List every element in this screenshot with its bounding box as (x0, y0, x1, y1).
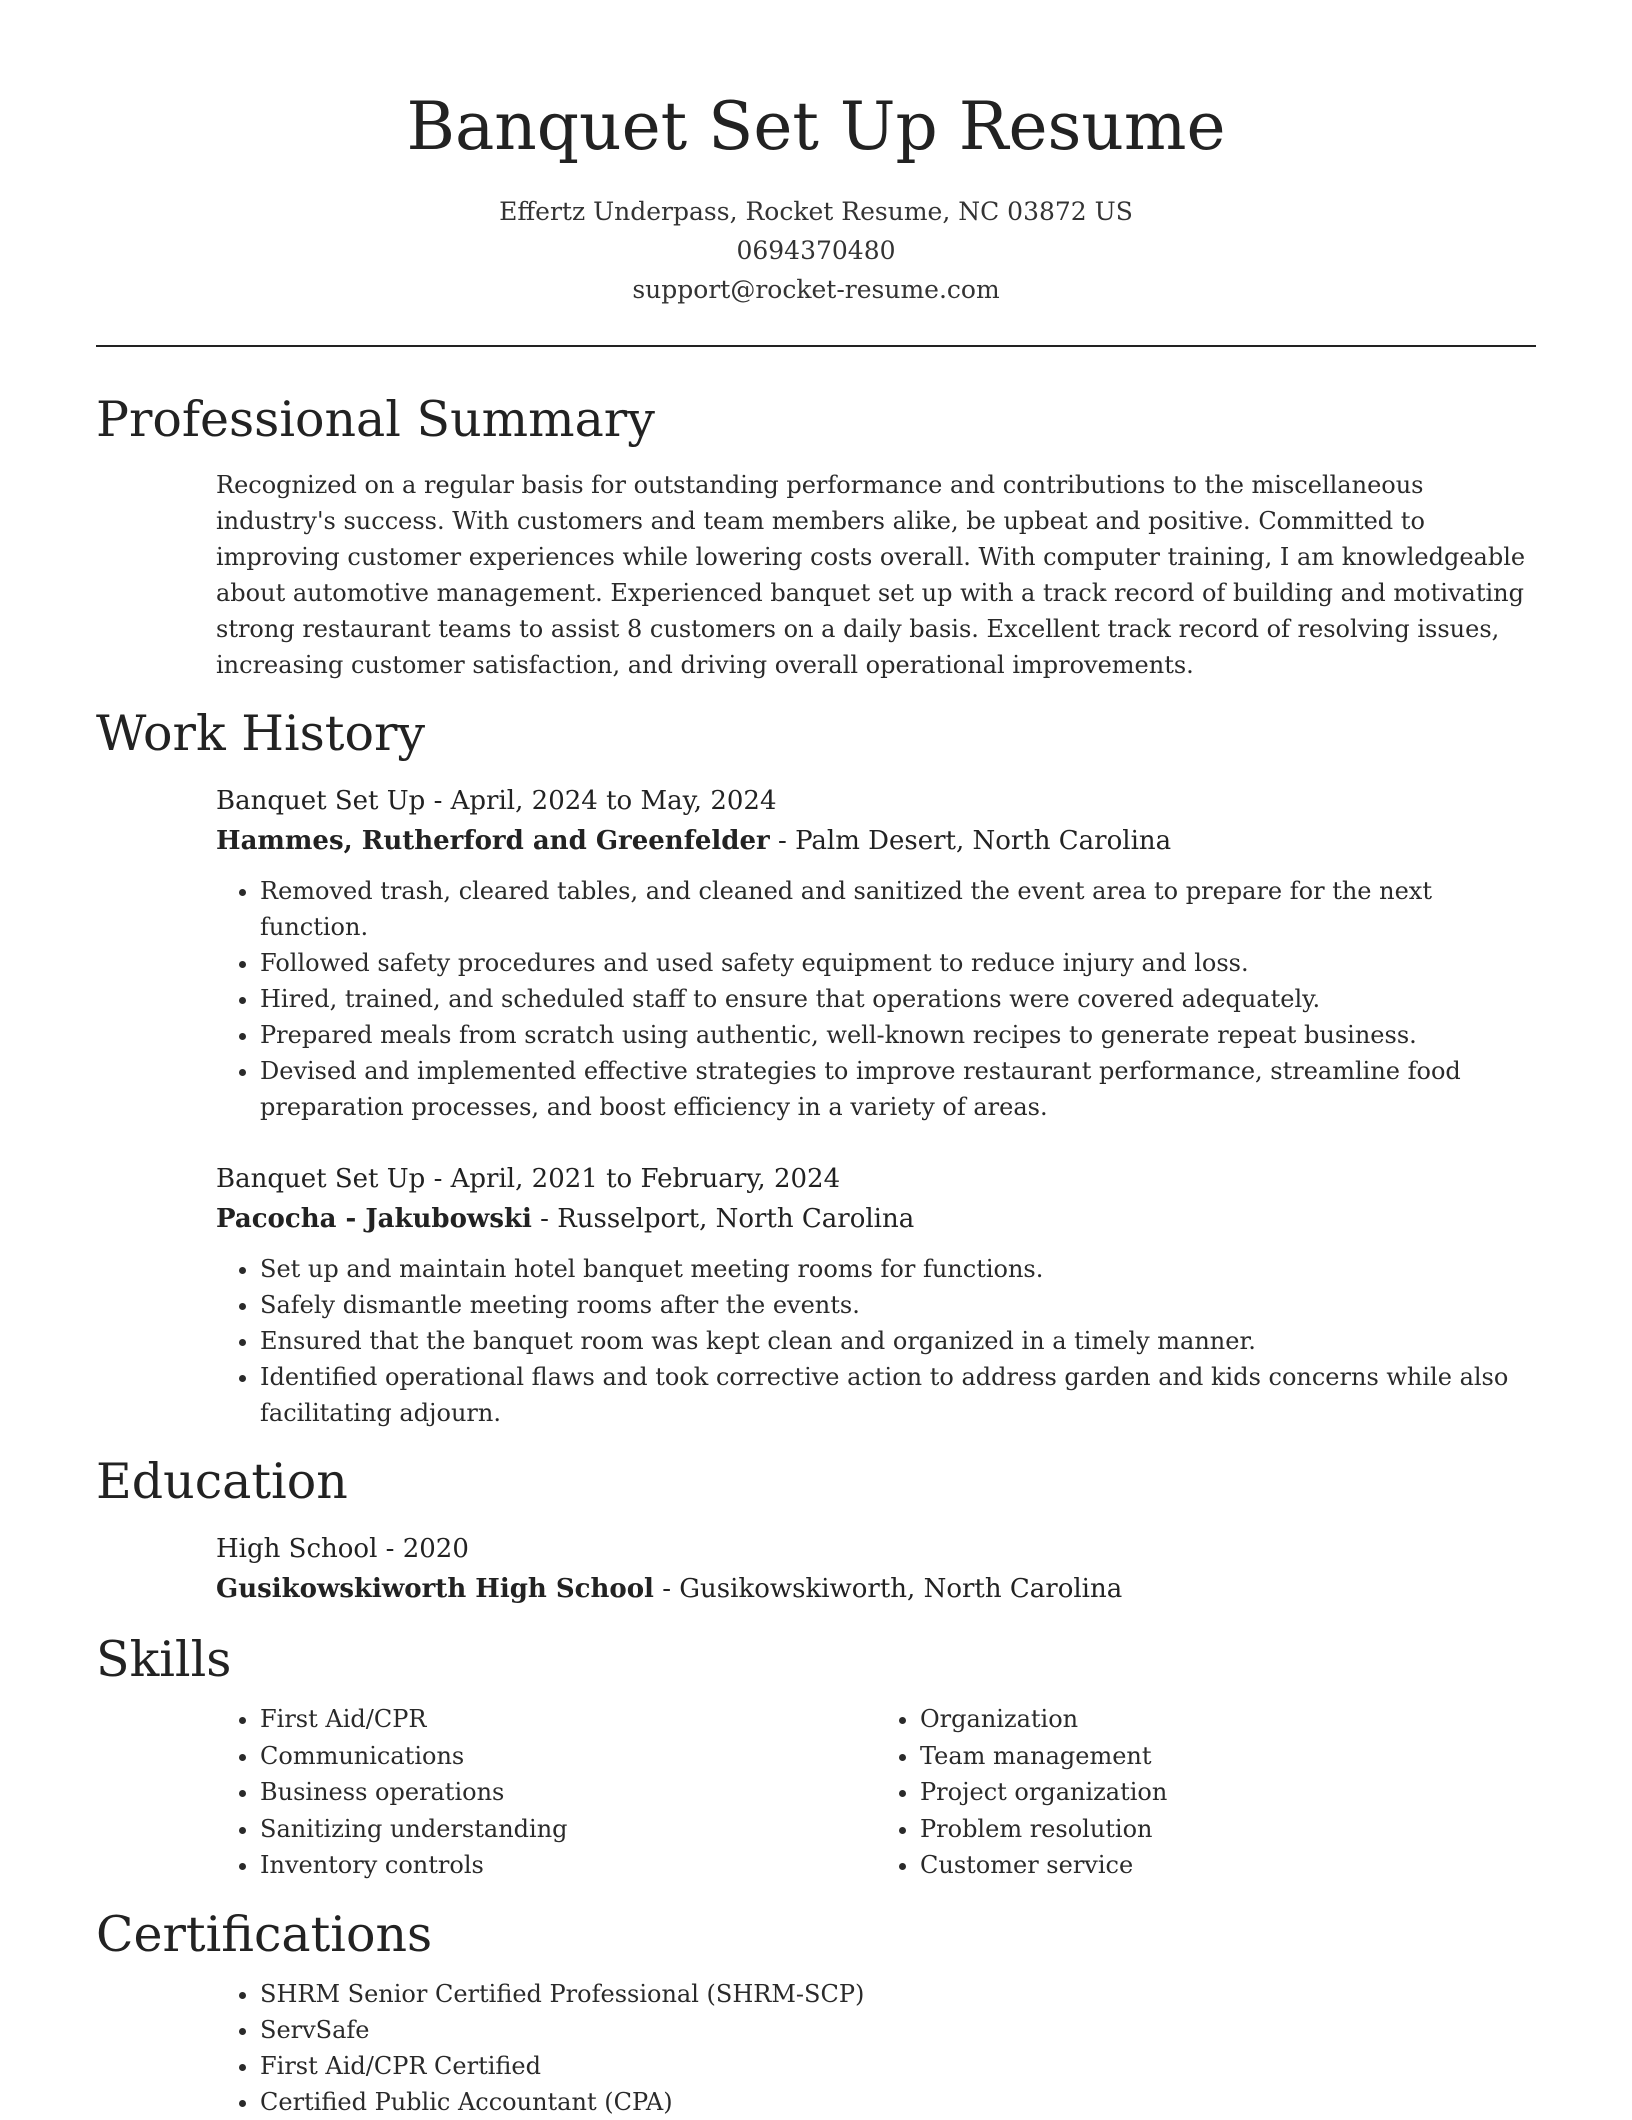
list-item: • Prepared meals from scratch using authentic, well-known recipes to generate repeat business. (260, 1017, 1536, 1053)
list-item: • Devised and implemented effective strategies to improve restaurant performance, streamline food preparation processes, and boost efficiency in a variety of areas. (260, 1053, 1536, 1125)
list-item: • Problem resolution (920, 1811, 1536, 1848)
job-dates: April, 2024 to May, 2024 (450, 786, 777, 816)
list-item: • Business operations (260, 1774, 876, 1811)
job-employer-line (216, 1199, 1536, 1239)
job-role: Banquet Set Up (216, 786, 426, 816)
job-role: Banquet Set Up (216, 1164, 426, 1194)
skills-list-right (876, 1701, 1536, 1884)
job-employer: Pacocha - Jakubowski (216, 1204, 532, 1234)
job-location: Palm Desert, North Carolina (795, 826, 1172, 856)
summary-section (96, 387, 1536, 683)
separator: - (531, 1204, 558, 1234)
separator: - (425, 786, 451, 816)
certifications-section (96, 1902, 1536, 2120)
job-employer: Hammes, Rutherford and Greenfelder (216, 826, 770, 856)
summary-heading: Professional Summary (96, 391, 655, 448)
email: support@rocket-resume.com (632, 275, 1000, 304)
list-item: • Identified operational flaws and took corrective action to address garden and kids concerns while also facilitating adjourn. (260, 1359, 1536, 1431)
list-item: • SHRM Senior Certified Professional (SHRM-SCP) (260, 1976, 1536, 2012)
job-location: Russelport, North Carolina (557, 1204, 915, 1234)
separator: - (425, 1164, 451, 1194)
certifications-heading: Certifications (96, 1905, 433, 1963)
list-item: • Safely dismantle meeting rooms after the events. (260, 1287, 1536, 1323)
address: Effertz Underpass, Rocket Resume, NC 03872 US (499, 197, 1133, 226)
education-section (96, 1449, 1536, 1609)
list-item: • Hired, trained, and scheduled staff to ensure that operations were covered adequately. (260, 981, 1536, 1017)
list-item: • Set up and maintain hotel banquet meeting rooms for functions. (260, 1251, 1536, 1287)
list-item: • First Aid/CPR (260, 1701, 876, 1738)
skills-section (96, 1627, 1536, 1884)
list-item: • Removed trash, cleared tables, and cleaned and sanitized the event area to prepare for the next function. (260, 873, 1536, 945)
list-item: • Sanitizing understanding (260, 1811, 876, 1848)
list-item: • Ensured that the banquet room was kept clean and organized in a timely manner. (260, 1323, 1536, 1359)
job-entry (216, 1159, 1536, 1431)
work-history-section (96, 701, 1536, 1431)
resume-title: Banquet Set Up Resume (406, 88, 1226, 165)
skills-heading: Skills (96, 1631, 232, 1688)
summary-text: Recognized on a regular basis for outstanding performance and contributions to the miscellaneous industry's success. With customers and team members alike, be upbeat and positive. Committed to improving customer experiences while lowering costs overall. With computer training, I am knowledgeable about automotive management. Experienced banquet set up with a track record of building and motivating strong restaurant teams to assist 8 customers on a daily basis. Excellent track record of resolving issues, increasing customer satisfaction, and driving overall operational improvements. (216, 471, 1526, 679)
contact-block (96, 192, 1536, 309)
list-item: • Project organization (920, 1774, 1536, 1811)
phone: 0694370480 (736, 236, 896, 265)
degree-line (216, 1529, 1536, 1569)
certifications-list (216, 1976, 1536, 2120)
school-location: Gusikowskiworth, North Carolina (679, 1574, 1123, 1604)
list-item: • Communications (260, 1738, 876, 1775)
job-employer-line (216, 821, 1536, 861)
job-title-line (216, 1159, 1536, 1199)
list-item: • Certified Public Accountant (CPA) (260, 2084, 1536, 2120)
school-line (216, 1569, 1536, 1609)
degree: High School (216, 1534, 378, 1564)
graduation-year: 2020 (402, 1534, 469, 1564)
separator: - (653, 1574, 680, 1604)
list-item: • ServSafe (260, 2012, 1536, 2048)
job-title-line (216, 781, 1536, 821)
job-dates: April, 2021 to February, 2024 (450, 1164, 841, 1194)
list-item: • Organization (920, 1701, 1536, 1738)
separator: - (769, 826, 796, 856)
education-heading: Education (96, 1453, 348, 1510)
list-item: • First Aid/CPR Certified (260, 2048, 1536, 2084)
list-item: • Team management (920, 1738, 1536, 1775)
work-history-heading: Work History (96, 705, 426, 762)
school-name: Gusikowskiworth High School (216, 1574, 654, 1604)
skills-columns (216, 1701, 1536, 1884)
list-item: • Customer service (920, 1847, 1536, 1884)
header-divider (96, 345, 1536, 347)
job-duties (216, 873, 1536, 1125)
list-item: • Inventory controls (260, 1847, 876, 1884)
job-duties (216, 1251, 1536, 1431)
list-item: • Followed safety procedures and used safety equipment to reduce injury and loss. (260, 945, 1536, 981)
skills-list-left (216, 1701, 876, 1884)
resume-header (96, 0, 1536, 309)
job-entry (216, 781, 1536, 1125)
separator: - (377, 1534, 403, 1564)
